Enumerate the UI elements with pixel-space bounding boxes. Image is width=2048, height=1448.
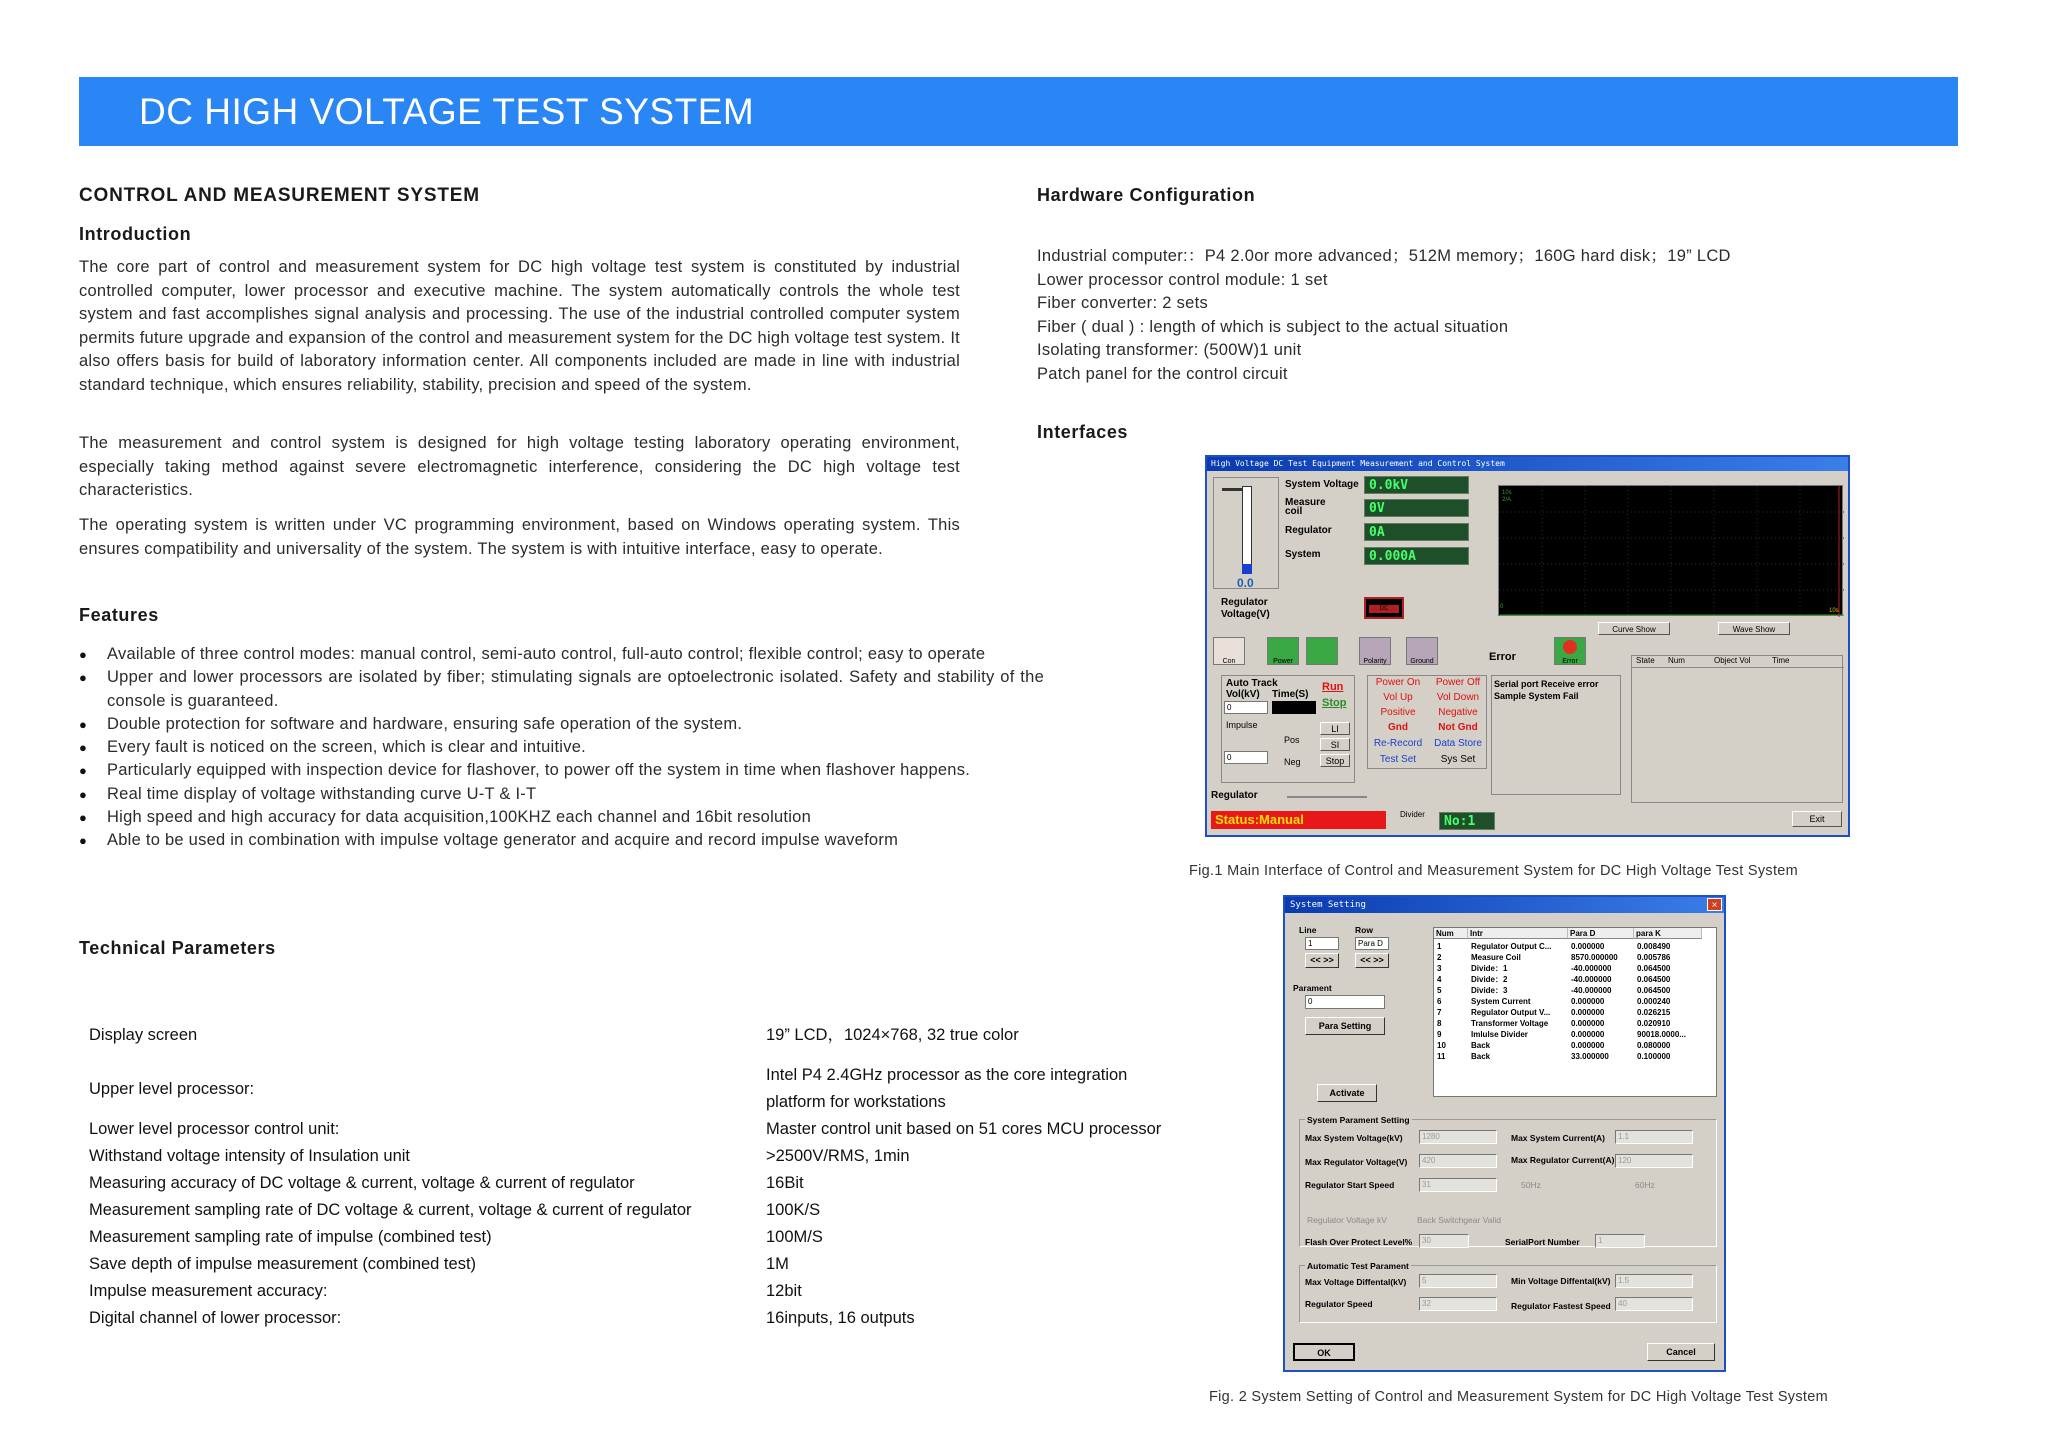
tech-param-label: Measuring accuracy of DC voltage & current, voltage & current of regulator <box>89 1174 635 1192</box>
table-cell: 0.000000 <box>1571 1008 1605 1017</box>
table-cell: 0.020910 <box>1637 1019 1671 1028</box>
regulator-speed-input[interactable]: 32 <box>1419 1297 1497 1311</box>
system-label: System <box>1285 549 1321 560</box>
curve-show-button[interactable]: Curve Show <box>1598 622 1670 635</box>
regulator-slider[interactable] <box>1287 796 1367 798</box>
table-cell: 5 <box>1437 986 1442 995</box>
tech-param-label: Impulse measurement accuracy: <box>89 1282 328 1300</box>
intro-heading: Introduction <box>79 224 192 244</box>
page-title: DC HIGH VOLTAGE TEST SYSTEM <box>139 91 755 132</box>
feature-item: ● Double protection for software and hardware, ensuring safe operation of the system. <box>79 713 1044 736</box>
bullet-icon: ● <box>79 740 88 756</box>
table-cell: 33.000000 <box>1571 1052 1609 1061</box>
max-regulator-voltage-input[interactable]: 420 <box>1419 1154 1497 1168</box>
hardware-item: Isolating transformer: (500W)1 unit <box>1037 341 1302 359</box>
table-cell: -40.000000 <box>1571 986 1612 995</box>
table-cell: 90018.0000... <box>1637 1030 1686 1039</box>
table-cell: Transformer Voltage <box>1471 1019 1549 1028</box>
col-para-k: para K <box>1634 928 1702 939</box>
tech-param-value: 100K/S <box>766 1201 821 1219</box>
hardware-list <box>1037 245 1937 386</box>
table-cell: 0.000000 <box>1571 1030 1605 1039</box>
tech-param-value: 100M/S <box>766 1228 823 1246</box>
ok-button[interactable]: OK <box>1293 1343 1355 1361</box>
error-message: Serial port Receive error <box>1494 679 1599 689</box>
table-cell: Divide：2 <box>1471 975 1508 984</box>
hardware-item: Lower processor control module: 1 set <box>1037 270 1328 289</box>
bullet-icon: ● <box>79 833 88 849</box>
run-button[interactable]: Run <box>1322 681 1344 693</box>
intro-paragraph-1: The core part of control and measurement system for DC high voltage test system is constituted by industrial controlled computer, lower processor and executive machine. The system automatically controls the whole test system and fast accomplishes signal analysis and processing. The use of the industrial controlled computer system permits future upgrade and expansion of the control and measurement system for the DC high voltage test system. It also offers basis for build of laboratory information center. All components included are made in line with industrial standard technique, which ensures reliability, stability, precision and speed of the system. <box>79 258 960 394</box>
ground-tile-label: Ground <box>1410 658 1434 665</box>
bullet-icon: ● <box>79 716 88 732</box>
table-cell: 0.000000 <box>1571 1041 1605 1050</box>
table-cell: 0.064500 <box>1637 975 1671 984</box>
measure-coil-readout: 0V <box>1364 499 1469 517</box>
neg-radio[interactable]: Neg <box>1284 757 1301 767</box>
col-para-d: Para D <box>1568 928 1634 939</box>
table-cell: 0.064500 <box>1637 986 1671 995</box>
tech-param-value: 16Bit <box>766 1174 804 1192</box>
control-tile[interactable] <box>1213 637 1245 665</box>
tech-param-label: Withstand voltage intensity of Insulation unit <box>89 1147 411 1165</box>
gauge-bar <box>1242 486 1252 574</box>
divider-label: Divider <box>1400 810 1425 819</box>
gauge-marker <box>1222 488 1242 491</box>
regulator-start-speed-input[interactable]: 31 <box>1419 1178 1497 1192</box>
table-cell: 1 <box>1437 942 1442 951</box>
table-cell: Regulator Output V... <box>1471 1008 1551 1017</box>
feature-item: ● Every fault is noticed on the screen, which is clear and intuitive. <box>79 736 1044 759</box>
error-label: Error <box>1489 651 1516 663</box>
table-cell: Divide：3 <box>1471 986 1508 995</box>
table-cell: Back <box>1471 1052 1491 1061</box>
col-num: Num <box>1434 928 1468 939</box>
bullet-icon: ● <box>79 810 88 826</box>
li-button[interactable]: LI <box>1320 722 1350 735</box>
max-system-current-input[interactable]: 1.1 <box>1615 1130 1693 1144</box>
voltage-curve-scope <box>1498 485 1843 616</box>
polarity-tile[interactable] <box>1359 637 1391 665</box>
sys-set-button[interactable]: Sys Set <box>1440 754 1476 765</box>
data-store-button[interactable]: Data Store <box>1434 738 1482 749</box>
max-regulator-voltage-label: Max Regulator Voltage(V) <box>1305 1157 1408 1167</box>
system-voltage-readout: 0.0kV <box>1364 476 1469 494</box>
intro-paragraph-2: The measurement and control system is designed for high voltage testing laboratory operating environment, especially taking method against severe electromagnetic interference, considering the DC high voltage test characteristics. <box>79 434 960 499</box>
gauge-value: 0.0 <box>1237 576 1254 590</box>
cancel-button[interactable]: Cancel <box>1647 1343 1715 1361</box>
table-cell: 0.000000 <box>1571 1019 1605 1028</box>
col-state: State <box>1636 656 1655 665</box>
max-regulator-current-label: Max Regulator Current(A) <box>1511 1155 1615 1165</box>
tech-param-value: Intel P4 2.4GHz processor as the core integration <box>766 1066 1128 1084</box>
re-record-button[interactable]: Re-Record <box>1373 738 1423 749</box>
table-cell: 0.000000 <box>1571 997 1605 1006</box>
max-regulator-current-input[interactable]: 120 <box>1615 1154 1693 1168</box>
table-cell: 0.008490 <box>1637 942 1671 951</box>
command-grid <box>1367 675 1487 769</box>
error-message: Sample System Fail <box>1494 691 1579 701</box>
gauge-fill <box>1242 564 1252 574</box>
gnd-button[interactable]: Gnd <box>1388 722 1408 733</box>
scope-grid <box>1499 486 1844 617</box>
parament-input[interactable]: 0 <box>1305 995 1385 1009</box>
flash-over-protect-label: Flash Over Protect Level% <box>1305 1237 1413 1247</box>
dc-indicator <box>1364 597 1404 619</box>
feature-item: ● Available of three control modes: manual control, semi-auto control, full-auto control; flexible control; easy to operate <box>79 643 1044 666</box>
divider-number: No:1 <box>1439 812 1495 830</box>
tech-param-value: 1M <box>766 1255 789 1273</box>
col-num: Num <box>1668 656 1685 665</box>
col-intr: Intr <box>1468 928 1568 939</box>
regulator-voltage-label: Regulator Voltage(V) <box>1221 597 1270 620</box>
bullet-icon: ● <box>79 763 88 779</box>
feature-item: ● Real time display of voltage withstanding curve U-T & I-T <box>79 783 1044 806</box>
bullet-icon: ● <box>79 647 88 662</box>
table-cell: 0.005786 <box>1637 953 1671 962</box>
ground-tile[interactable] <box>1406 637 1438 665</box>
si-button[interactable]: SI <box>1320 738 1350 751</box>
voltage-gauge <box>1213 477 1279 589</box>
tech-param-label: Save depth of impulse measurement (combined test) <box>89 1255 477 1273</box>
tech-param-value: 12bit <box>766 1282 802 1300</box>
power-on-button[interactable]: Power On <box>1375 677 1421 688</box>
table-cell: 11 <box>1437 1052 1446 1061</box>
feature-item: ● Particularly equipped with inspection device for flashover, to power off the system in time when flashover happens. <box>79 759 1044 782</box>
stop-button[interactable]: Stop <box>1322 697 1347 709</box>
tech-param-value: 19” LCD，1024×768, 32 true color <box>766 1026 1019 1044</box>
interfaces-heading: Interfaces <box>1037 422 1129 442</box>
tech-param-label: Digital channel of lower processor: <box>89 1309 342 1327</box>
serial-port-input[interactable]: 1 <box>1595 1234 1645 1248</box>
table-cell: 0.000000 <box>1571 942 1605 951</box>
negative-button[interactable]: Negative <box>1438 707 1478 718</box>
section-title: CONTROL AND MEASUREMENT SYSTEM <box>79 185 480 206</box>
tech-param-label: Display screen <box>89 1026 198 1044</box>
impulse-input[interactable]: 0 <box>1224 751 1268 764</box>
table-cell: 8570.000000 <box>1571 953 1618 962</box>
regulator-label: Regulator <box>1285 525 1332 536</box>
line-input[interactable]: 1 <box>1305 937 1339 950</box>
table-cell: 8 <box>1437 1019 1442 1028</box>
vol-up-button[interactable]: Vol Up <box>1383 692 1413 703</box>
flash-over-protect-input[interactable]: 30 <box>1419 1234 1469 1248</box>
table-cell: Imlulse Divider <box>1471 1030 1528 1039</box>
hardware-item: Fiber ( dual ) : length of which is subject to the actual situation <box>1037 317 1509 336</box>
table-cell: 0.064500 <box>1637 964 1671 973</box>
impulse-stop-button[interactable]: Stop <box>1320 754 1350 767</box>
not-gnd-button[interactable]: Not Gnd <box>1438 722 1478 733</box>
activate-button[interactable]: Activate <box>1317 1084 1377 1102</box>
table-cell: 4 <box>1437 975 1442 984</box>
auto-track-panel <box>1221 675 1355 783</box>
window-titlebar: High Voltage DC Test Equipment Measurement and Control System <box>1207 457 1848 471</box>
max-system-voltage-label: Max System Voltage(kV) <box>1305 1133 1403 1143</box>
row-label: Row <box>1355 925 1373 935</box>
fig1-caption: Fig.1 Main Interface of Control and Measurement System for DC High Voltage Test System <box>1189 863 1799 879</box>
row-nav-button[interactable]: << >> <box>1355 953 1389 968</box>
exit-button[interactable]: Exit <box>1792 811 1842 827</box>
tech-param-label: Measurement sampling rate of impulse (combined test) <box>89 1228 492 1246</box>
system-parament-group-label: System Parament Setting <box>1307 1115 1410 1125</box>
table-cell: -40.000000 <box>1571 964 1612 973</box>
radio-50hz[interactable]: 50Hz <box>1521 1180 1541 1190</box>
table-cell: 9 <box>1437 1030 1442 1039</box>
bullet-icon: ● <box>79 786 88 802</box>
row-input[interactable]: Para D <box>1355 937 1389 950</box>
tech-param-label: Measurement sampling rate of DC voltage & current, voltage & current of regulator <box>89 1201 692 1219</box>
feature-item: ● Upper and lower processors are isolated by fiber; stimulating signals are optoelectronic isolated. Safety and stability of the console is guaranteed. <box>79 668 1044 710</box>
tech-param-label: Upper level processor: <box>89 1080 255 1098</box>
system-setting-screenshot <box>1283 895 1726 1372</box>
system-voltage-label: System Voltage <box>1285 479 1359 490</box>
vol-kv-label: Vol(kV) <box>1226 689 1260 700</box>
bullet-icon: ● <box>79 670 88 686</box>
auto-track-label: Auto Track <box>1226 678 1278 689</box>
automatic-test-group-label: Automatic Test Parament <box>1307 1261 1409 1271</box>
min-voltage-diff-input[interactable]: 1.5 <box>1615 1274 1693 1288</box>
title-banner <box>79 77 1958 146</box>
result-table-header <box>1632 656 1844 668</box>
main-interface-screenshot <box>1205 455 1850 837</box>
tech-param-label: Lower level processor control unit: <box>89 1120 340 1138</box>
system-current-readout: 0.000A <box>1364 547 1469 565</box>
line-nav-button[interactable]: << >> <box>1305 953 1339 968</box>
min-voltage-diff-label: Min Voltage Diffental(kV) <box>1511 1276 1611 1286</box>
hardware-item: Patch panel for the control circuit <box>1037 364 1288 383</box>
window-titlebar: System Setting <box>1285 897 1724 913</box>
regulator-start-speed-label: Regulator Start Speed <box>1305 1180 1395 1190</box>
impulse-label: Impulse <box>1226 720 1258 730</box>
pos-radio[interactable]: Pos <box>1284 735 1300 745</box>
table-cell: Regulator Output C... <box>1471 942 1552 951</box>
serial-port-label: SerialPort Number <box>1505 1237 1580 1247</box>
scope-scale-label: 10s 2/A <box>1502 490 1512 503</box>
parament-label: Parament <box>1293 983 1332 993</box>
table-cell: -40.000000 <box>1571 975 1612 984</box>
regulator-slider-label: Regulator <box>1211 790 1258 801</box>
para-setting-button[interactable]: Para Setting <box>1305 1017 1385 1035</box>
tech-params-heading: Technical Parameters <box>79 938 276 958</box>
feature-item: ● Able to be used in combination with impulse voltage generator and acquire and record impulse waveform <box>79 829 1044 852</box>
table-cell: System Current <box>1471 997 1531 1006</box>
regulator-voltage-checkbox[interactable]: Regulator Voltage kV <box>1307 1215 1387 1225</box>
regulator-fastest-speed-input[interactable]: 40 <box>1615 1297 1693 1311</box>
parameter-table <box>1433 927 1717 1097</box>
status-tile[interactable] <box>1306 637 1338 665</box>
tech-param-value: Master control unit based on 51 cores MCU processor <box>766 1120 1162 1138</box>
control-tile-label: Con <box>1222 658 1236 665</box>
radio-60hz[interactable]: 60Hz <box>1635 1180 1655 1190</box>
regulator-readout: 0A <box>1364 523 1469 541</box>
wave-show-button[interactable]: Wave Show <box>1718 622 1790 635</box>
regulator-fastest-speed-label: Regulator Fastest Speed <box>1511 1301 1611 1311</box>
power-off-button[interactable]: Power Off <box>1435 677 1481 688</box>
status-indicator: Status:Manual <box>1211 811 1386 829</box>
error-tile-label: Error <box>1562 658 1578 665</box>
table-cell: 6 <box>1437 997 1442 1006</box>
table-cell: 2 <box>1437 953 1442 962</box>
max-voltage-diff-input[interactable]: 5 <box>1419 1274 1497 1288</box>
scope-origin-label: 0 <box>1500 604 1504 610</box>
regulator-speed-label: Regulator Speed <box>1305 1299 1373 1309</box>
test-set-button[interactable]: Test Set <box>1379 754 1417 765</box>
back-switchgear-checkbox[interactable]: Back Switchgear Valid <box>1417 1215 1501 1225</box>
dc-indicator-label: DC <box>1369 605 1399 613</box>
positive-button[interactable]: Positive <box>1380 707 1416 718</box>
tech-param-value: 16inputs, 16 outputs <box>766 1309 915 1327</box>
intro-paragraph-3: The operating system is written under VC programming environment, based on Windows operating system. This ensures compatibility and universality of the system. The system is with intuitive interface, easy to operate. <box>79 516 960 558</box>
table-cell: Divide：1 <box>1471 964 1508 973</box>
error-light-icon <box>1563 640 1577 654</box>
feature-item: ● High speed and high accuracy for data acquisition,100KHZ each channel and 16bit resolution <box>79 806 1044 829</box>
table-cell: 3 <box>1437 964 1442 973</box>
table-cell: Measure Coil <box>1471 953 1521 962</box>
tech-param-value-cont: platform for workstations <box>766 1093 946 1111</box>
table-cell: 7 <box>1437 1008 1442 1017</box>
result-table <box>1631 655 1843 803</box>
time-input[interactable] <box>1272 701 1316 714</box>
max-system-voltage-input[interactable]: 1280 <box>1419 1130 1497 1144</box>
tech-param-value: >2500V/RMS, 1min <box>766 1147 910 1165</box>
table-cell: 0.080000 <box>1637 1041 1671 1050</box>
table-cell: 10 <box>1437 1041 1446 1050</box>
col-object-vol: Object Vol <box>1714 656 1751 665</box>
table-cell: Back <box>1471 1041 1491 1050</box>
features-list <box>79 643 1044 853</box>
features-heading: Features <box>79 605 159 625</box>
max-system-current-label: Max System Current(A) <box>1511 1133 1605 1143</box>
table-cell: 0.026215 <box>1637 1008 1671 1017</box>
hardware-item: Industrial computer:：P4 2.0or more advanced；512M memory；160G hard disk；19” LCD <box>1037 247 1731 265</box>
close-icon[interactable]: × <box>1707 898 1722 911</box>
line-label: Line <box>1299 925 1317 935</box>
voltage-input[interactable]: 0 <box>1224 701 1268 714</box>
table-cell: 0.100000 <box>1637 1052 1671 1061</box>
power-tile[interactable] <box>1267 637 1299 665</box>
error-message-panel <box>1491 675 1621 795</box>
polarity-tile-label: Polarity <box>1363 658 1387 665</box>
measure-coil-label: Measure coil <box>1285 497 1326 517</box>
table-cell: 0.000240 <box>1637 997 1671 1006</box>
vol-down-button[interactable]: Vol Down <box>1436 692 1480 703</box>
hardware-heading: Hardware Configuration <box>1037 185 1256 205</box>
fig2-caption: Fig. 2 System Setting of Control and Measurement System for DC High Voltage Test System <box>1209 1389 1828 1405</box>
hardware-item: Fiber converter: 2 sets <box>1037 294 1209 312</box>
power-tile-label: Power <box>1273 658 1293 665</box>
col-time: Time <box>1772 656 1790 665</box>
scope-time-label: 10s <box>1829 608 1839 614</box>
time-s-label: Time(S) <box>1272 689 1309 700</box>
max-voltage-diff-label: Max Voltage Diffental(kV) <box>1305 1277 1407 1287</box>
